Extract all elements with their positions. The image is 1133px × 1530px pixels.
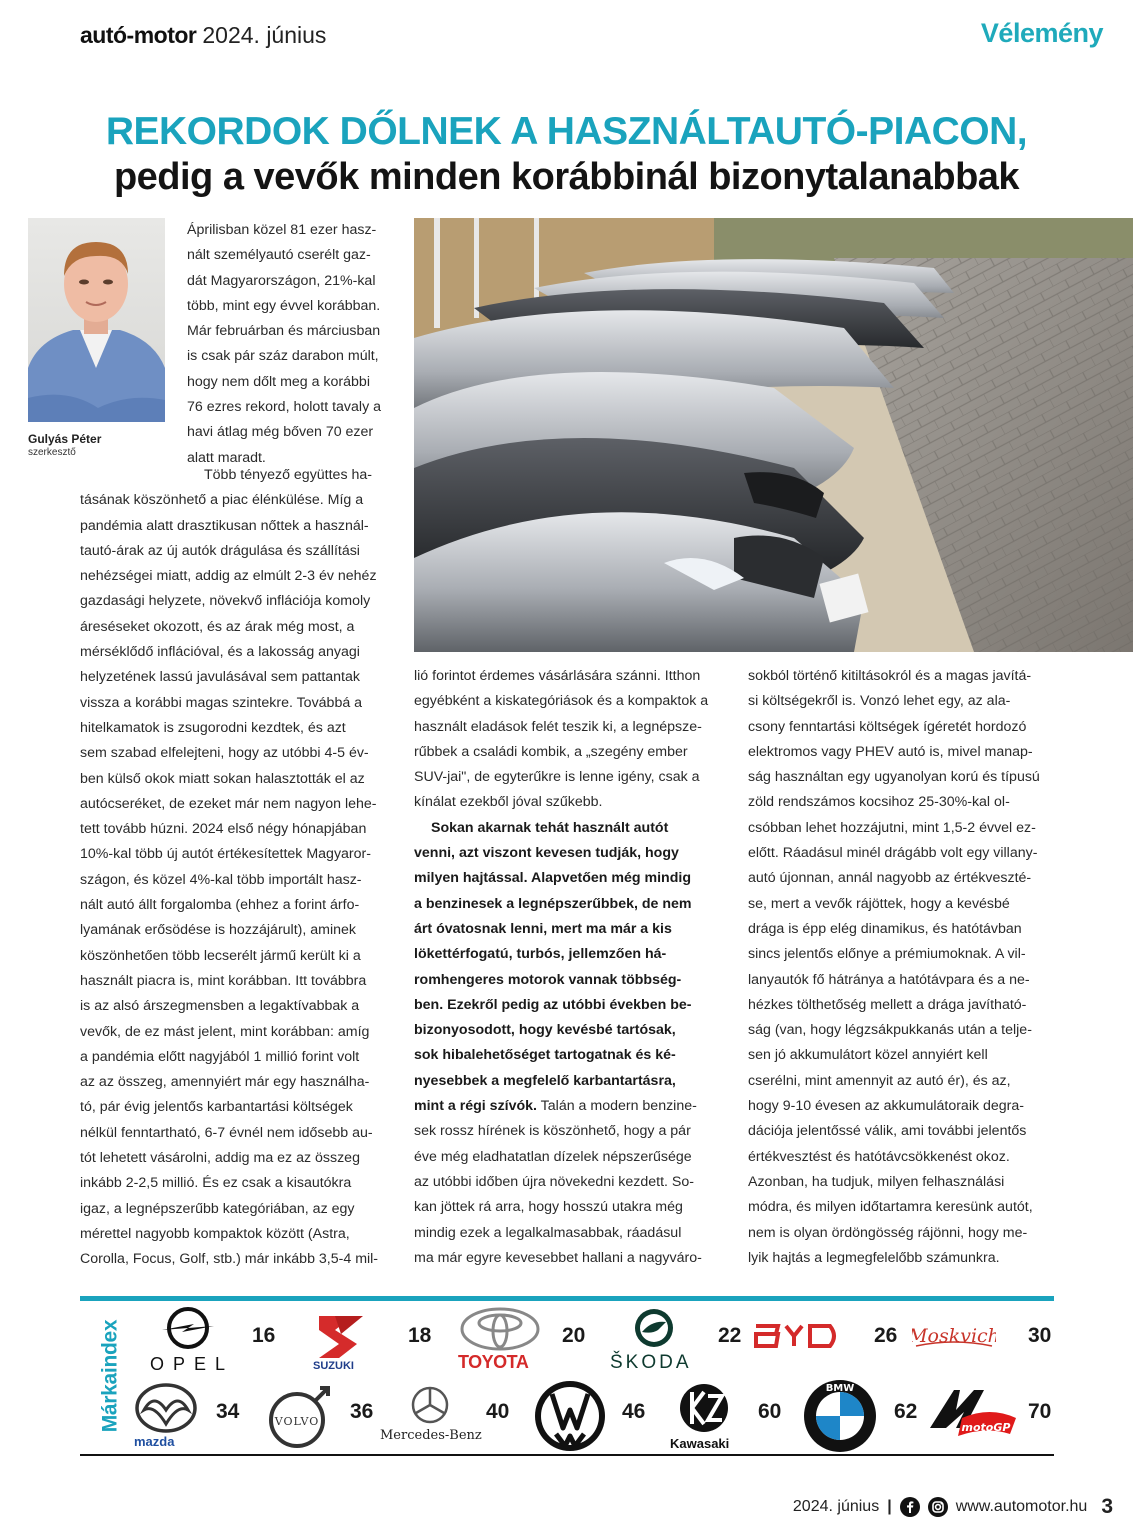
text-line: sem szabad elfelejteni, hogy az utóbbi 4-5 év- bbox=[80, 745, 369, 762]
text-line: Azonban, ha tudjuk, milyen felhasználási bbox=[748, 1173, 1005, 1190]
article-column-3 bbox=[748, 664, 1058, 1271]
issue-date: 2024. június bbox=[202, 22, 327, 48]
text-line: elektromos vagy PHEV autó is, mivel manap- bbox=[748, 743, 1033, 760]
text-line: ma már egyre kevesebbet hallani a nagyváro- bbox=[414, 1249, 702, 1266]
text-line: alatt maradt. bbox=[187, 449, 266, 466]
skoda-logo bbox=[606, 1306, 706, 1376]
text-line: rűbbek a családi kombik, a „szegény ember bbox=[414, 743, 688, 760]
text-span: Talán a modern benzine- bbox=[537, 1098, 697, 1115]
article-subheadline: pedig a vevők minden korábbinál bizonytalanabbak bbox=[113, 156, 1020, 198]
instagram-icon[interactable] bbox=[928, 1497, 948, 1517]
text-line: csóbban lehet hozzájutni, mint 1,5-2 évvel ez- bbox=[748, 819, 1036, 836]
text-line: vevők, de ez mást jelent, mint korábban: amíg bbox=[80, 1023, 370, 1040]
text-line: a pandémia előtt nagyjából 1 millió forint volt bbox=[80, 1048, 360, 1065]
bold-text-line: nyesebbek a megfelelő karbantartásra, bbox=[414, 1072, 676, 1089]
facebook-icon[interactable] bbox=[900, 1497, 920, 1517]
toyota-page: 20 bbox=[562, 1324, 586, 1347]
text-line: tásának köszönhető a piac élénkülése. Míg a bbox=[80, 492, 364, 509]
text-line: lyik hajtás a legmegfelelőbb számunkra. bbox=[748, 1249, 1000, 1266]
text-line: sincs jelentős előnye a prémiumoknak. A vil- bbox=[748, 946, 1026, 963]
text-line: sek rossz hírének is köszönhető, hogy a pár bbox=[414, 1123, 691, 1140]
opel-logo bbox=[148, 1306, 235, 1376]
text-line: sokból történő kitiltásokról és a magas javítá- bbox=[748, 668, 1032, 684]
mercedes-page: 40 bbox=[486, 1400, 510, 1423]
bold-text-line: milyen hajtással. Alapvetően még mindig bbox=[414, 870, 691, 887]
text-line: havi átlag még bőven 70 ezer bbox=[187, 424, 374, 441]
bold-text-line: lökettérfogatú, turbós, jellemzően há- bbox=[414, 946, 667, 963]
suzuki-wordmark: SUZUKI bbox=[313, 1360, 354, 1372]
author-role: szerkesztő bbox=[28, 447, 76, 458]
text-line: mérséklődő inflációval, és a lakosság anyagi bbox=[80, 644, 360, 661]
text-line: inkább 2-2,5 millió. És ez csak a kisautókra bbox=[80, 1175, 352, 1192]
text-line: használt eladások felét teszik ki, a legnépsze- bbox=[414, 718, 702, 735]
article-headline: REKORDOK DŐLNEK A HASZNÁLTAUTÓ-PIACON, bbox=[105, 110, 1028, 153]
text-line: módra, és milyen időtartamra keresünk autót, bbox=[748, 1199, 1033, 1216]
text-line: ság használtan egy ugyanolyan korú és típusú bbox=[748, 769, 1040, 786]
text-line: csony fenntartási költségek ígéretét hordozó bbox=[748, 718, 1027, 735]
text-line: nált személyautó cserélt gaz- bbox=[187, 247, 371, 264]
page-number: 3 bbox=[1101, 1495, 1113, 1518]
article-column-1 bbox=[80, 463, 390, 1273]
mazda-wordmark: mazda bbox=[134, 1434, 175, 1449]
article-column-1-intro bbox=[187, 218, 387, 471]
text-line: tett tovább húzni. 2024 első négy hónapjában bbox=[80, 821, 367, 838]
text-line: sen jó akkumulátort közel annyiért kell bbox=[748, 1047, 988, 1064]
text-line: tót lehetett vásárolni, addig ma ez az összeg bbox=[80, 1150, 360, 1167]
text-line: drága is épp elég dinamikus, és hatótávban bbox=[748, 920, 1022, 937]
text-line: köszönhetően több lecserélt jármű került ki a bbox=[80, 947, 361, 964]
skoda-page: 22 bbox=[718, 1324, 742, 1347]
text-line: is csak pár száz darabon múlt, bbox=[187, 348, 379, 365]
text-line: pandémia alatt drasztikusan nőttek a használ- bbox=[80, 517, 369, 534]
byd-logo bbox=[752, 1320, 842, 1352]
text-line: kan jöttek rá arra, hogy hosszú utakra még bbox=[414, 1199, 683, 1216]
text-line: se, mert a vevők rájöttek, hogy a kevésbé bbox=[748, 895, 1010, 912]
volvo-page: 36 bbox=[350, 1400, 374, 1423]
text-line: ság (van, hogy légzsákpukkanás után a telje- bbox=[748, 1022, 1032, 1039]
text-line: autó újonnan, annál nagyobb az értékveszté- bbox=[748, 870, 1032, 887]
toyota-wordmark: TOYOTA bbox=[458, 1352, 529, 1372]
text-line: gazdasági helyzete, növekvő inflációja komoly bbox=[80, 593, 371, 610]
article-column-2 bbox=[414, 664, 724, 1271]
text-line: helyzetének lassú javulásával sem pattantak bbox=[80, 669, 360, 686]
brand-index-label: Márkaindex bbox=[98, 1319, 122, 1433]
bold-text-span: mint a régi szívók. bbox=[414, 1098, 537, 1115]
text-line: nehézségei miatt, addig az elmúlt 2-3 év nehéz bbox=[80, 568, 377, 585]
text-line: tautó-árak az új autók drágulása és szállítási bbox=[80, 542, 360, 559]
text-line: 10%-kal több új autót értékesítettek Magyaror- bbox=[80, 846, 371, 863]
mercedes-wordmark: Mercedes-Benz bbox=[380, 1428, 482, 1443]
text-line: mindig ezek a legalkalmasabbak, ráadásul bbox=[414, 1224, 682, 1241]
footer-website[interactable]: www.automotor.hu bbox=[955, 1498, 1088, 1515]
text-line: 76 ezres rekord, holott tavaly a bbox=[187, 399, 381, 416]
text-line: szágon, és közel 4%-kal több importált hasz- bbox=[80, 871, 362, 888]
text-line: az utóbbi időben újra növekedni kezdett. So- bbox=[414, 1173, 694, 1190]
text-line: használt piacra is, mint korábban. Itt továbbra bbox=[80, 972, 367, 989]
motogp-wordmark: motoGP bbox=[961, 1421, 1011, 1434]
text-line: Már februárban és márciusban bbox=[187, 323, 381, 340]
moskvich-page: 30 bbox=[1028, 1324, 1052, 1347]
text-line: tó, pár évig jelentős karbantartási költségek bbox=[80, 1099, 353, 1116]
bold-text-line: árt óvatosnak lenni, mert ma már a kis bbox=[414, 920, 672, 937]
kawasaki-page: 60 bbox=[758, 1400, 782, 1423]
text-line: Több tényező együttes ha- bbox=[204, 467, 372, 483]
text-line: kínálat ezekből jóval szűkebb. bbox=[414, 794, 603, 811]
text-line: autócseréket, de ezeket már nem nagyon lehe- bbox=[80, 795, 377, 812]
bold-text-line: a benzinesek a legnépszerűbbek, de nem bbox=[414, 895, 692, 912]
text-line: hitelkamatok is zsugorodni kezdtek, és azt bbox=[80, 719, 346, 736]
text-line: éve még eladhatatlan dízelek népszerűsége bbox=[414, 1148, 692, 1165]
used-cars-photo bbox=[414, 218, 1133, 652]
text-line: zöld rendszámos kocsihoz 25-30%-kal ol- bbox=[748, 794, 1010, 811]
bmw-wordmark: BMW bbox=[825, 1383, 855, 1394]
volvo-logo bbox=[264, 1382, 334, 1452]
text-line: vissza a korábbi magas szintekre. Továbbá a bbox=[80, 694, 363, 711]
mercedes-logo bbox=[378, 1384, 488, 1448]
moskvich-wordmark: Moskvich bbox=[912, 1325, 996, 1347]
text-line: hogy 9-10 évesen az akkumulátoraik degra- bbox=[748, 1098, 1025, 1115]
vw-logo bbox=[532, 1378, 608, 1454]
page-footer bbox=[793, 1494, 1113, 1520]
bmw-page: 62 bbox=[894, 1400, 918, 1423]
bold-text-line: venni, azt viszont kevesen tudják, hogy bbox=[414, 845, 679, 862]
kawasaki-logo bbox=[668, 1380, 742, 1454]
text-line: mérettel nagyobb kompaktok között (Astra, bbox=[80, 1225, 350, 1242]
bold-text-line: romhengeres motorok vannak többség- bbox=[414, 971, 682, 988]
text-line: egyébként a kiskategóriások és a kompaktok a bbox=[414, 693, 709, 710]
footer-separator: | bbox=[887, 1498, 892, 1515]
text-line: Corolla, Focus, Golf, stb.) már inkább 3,5-4 mil- bbox=[80, 1251, 379, 1268]
text-line: előtt. Ráadásul minél drágább volt egy villany- bbox=[748, 845, 1038, 862]
kawasaki-wordmark: Kawasaki bbox=[670, 1436, 730, 1451]
text-line: igaz, a legnépszerűbb kategóriában, az egy bbox=[80, 1200, 355, 1217]
brand-index bbox=[80, 1296, 1054, 1457]
text-line: cserélni, mint amennyit az autó ér), és az, bbox=[748, 1072, 1011, 1089]
text-line: hogy nem dőlt meg a korábbi bbox=[187, 373, 370, 390]
text-line: dát Magyarországon, 21%-kal bbox=[187, 272, 376, 289]
bold-text-line: Sokan akarnak tehát használt autót bbox=[431, 819, 669, 836]
bold-text-line: ben. Ezekről pedig az utóbbi években be- bbox=[414, 996, 692, 1013]
text-line: értékvesztést és hatótávcsökkenést okoz. bbox=[748, 1148, 1010, 1165]
text-line: dációja jelentőssé válik, ami további jelentős bbox=[748, 1123, 1027, 1140]
mazda-page: 34 bbox=[216, 1400, 240, 1423]
bold-text-line: sok hibalehetőséget tartogatnak és ké- bbox=[414, 1047, 676, 1064]
text-line: si költségekről is. Vonzó lehet egy, az ala- bbox=[748, 693, 1011, 710]
suzuki-page: 18 bbox=[408, 1324, 432, 1347]
text-line: több, mint egy évvel korábban. bbox=[187, 297, 381, 314]
section-label: Vélemény bbox=[980, 18, 1103, 48]
suzuki-logo bbox=[305, 1308, 377, 1376]
text-line: nélkül fenntartható, 6-7 évnél nem idősebb au- bbox=[80, 1124, 373, 1141]
author-name: Gulyás Péter bbox=[28, 432, 102, 446]
vw-page: 46 bbox=[622, 1400, 646, 1423]
footer-issue: 2024. június bbox=[792, 1498, 880, 1515]
mazda-logo bbox=[130, 1380, 202, 1452]
toyota-logo bbox=[456, 1306, 546, 1376]
motogp-logo bbox=[926, 1384, 1020, 1446]
text-line: áreséseket okozott, és az árak még most, a bbox=[80, 618, 355, 635]
text-line: nált autó állt forgalomba (ehhez a forint árfo- bbox=[80, 897, 360, 914]
opel-page: 16 bbox=[252, 1324, 276, 1347]
text-line: lyamának erősödése is hozzájárult), aminek bbox=[80, 922, 356, 939]
text-line: lanyautók fő hátránya a hatótávpara és a ne- bbox=[748, 971, 1030, 988]
byd-page: 26 bbox=[874, 1324, 898, 1347]
moskvich-logo bbox=[912, 1318, 996, 1354]
skoda-wordmark: ŠKODA bbox=[610, 1352, 692, 1373]
brand-index-bottom-rule bbox=[80, 1454, 1054, 1456]
text-line: SUV-jai", de egyterűkre is lenne igény, csak a bbox=[414, 769, 700, 786]
motogp-page: 70 bbox=[1028, 1400, 1052, 1423]
text-line: is az alsó árszegmensben a legaktívabbak a bbox=[80, 998, 360, 1015]
magazine-name: autó-motor bbox=[80, 22, 197, 48]
brand-index-top-rule bbox=[80, 1296, 1054, 1301]
text-line: ben külső okok miatt sokan halasztották el az bbox=[80, 770, 365, 787]
text-line: nem is olyan ördöngösség rájönni, hogy me- bbox=[748, 1224, 1028, 1241]
text-line: Áprilisban közel 81 ezer hasz- bbox=[187, 222, 377, 238]
author-portrait bbox=[28, 218, 165, 422]
text-line: lió forintot érdemes vásárlására szánni. Itthon bbox=[414, 668, 701, 684]
text-line: az az összeg, amennyiért már egy használha- bbox=[80, 1074, 370, 1091]
bold-text-line: bizonyosodott, hogy kevésbé tartósak, bbox=[414, 1022, 676, 1039]
opel-wordmark: OPEL bbox=[150, 1354, 235, 1374]
magazine-header bbox=[80, 20, 326, 50]
bmw-logo bbox=[802, 1378, 878, 1454]
volvo-wordmark: VOLVO bbox=[274, 1415, 320, 1428]
text-line: hézkes tölthetőség mellett a drága javítható- bbox=[748, 996, 1027, 1013]
text-line bbox=[414, 1094, 724, 1119]
